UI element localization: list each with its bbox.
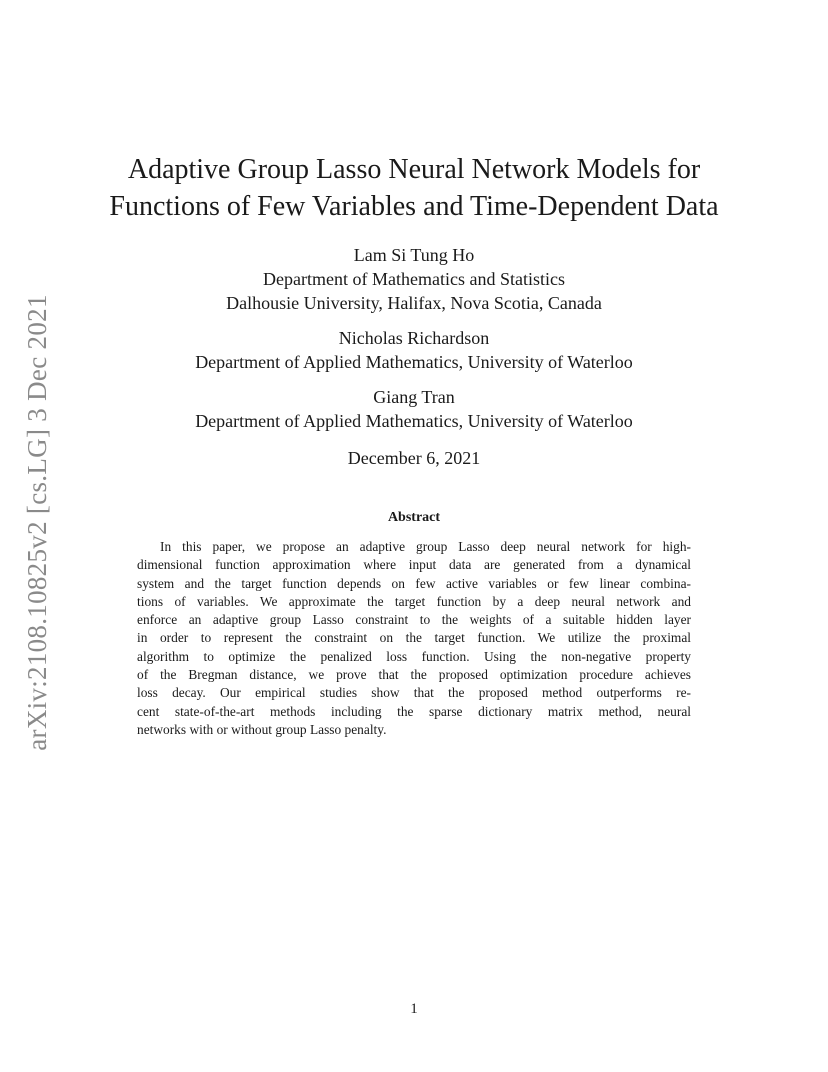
paper-title [60, 151, 768, 225]
arxiv-stamp [19, 292, 55, 752]
abstract-line: cent state-of-the-art methods including the sparse dictionary matrix method, neural [137, 703, 691, 719]
abstract-line: enforce an adaptive group Lasso constraint to the weights of a suitable hidden layer [137, 612, 691, 628]
abstract-line: system and the target function depends on few active variables or few linear combina- [137, 575, 691, 591]
title-line: Functions of Few Variables and Time-Dependent Data [109, 191, 719, 222]
arxiv-identifier: arXiv:2108.10825v2 [cs.LG] 3 Dec 2021 [21, 293, 52, 751]
title-line: Adaptive Group Lasso Neural Network Models for [127, 154, 701, 185]
author-affiliation: Department of Applied Mathematics, University of Waterloo [195, 411, 633, 431]
author-affiliation: Department of Mathematics and Statistics [263, 269, 565, 289]
abstract-line: In this paper, we propose an adaptive group Lasso deep neural network for high- [160, 539, 691, 554]
paper-date-block [60, 446, 768, 470]
author-name: Nicholas Richardson [338, 328, 490, 348]
author-block-1 [60, 243, 768, 315]
author-block-2 [60, 326, 768, 374]
author-name: Giang Tran [373, 387, 455, 407]
abstract-line: in order to represent the constraint on the target function. We utilize the proximal [137, 630, 691, 646]
abstract-body [137, 538, 691, 739]
author-affiliation: Dalhousie University, Halifax, Nova Scotia, Canada [226, 293, 602, 313]
author-name: Lam Si Tung Ho [353, 245, 475, 265]
page-number: 1 [410, 1001, 418, 1017]
abstract-line: algorithm to optimize the penalized loss function. Using the non-negative property [137, 648, 691, 664]
abstract-line: tions of variables. We approximate the target function by a deep neural network and [137, 593, 691, 609]
author-affiliation: Department of Applied Mathematics, University of Waterloo [195, 352, 633, 372]
abstract-line: dimensional function approximation where input data are generated from a dynamical [137, 557, 691, 573]
abstract-line: of the Bregman distance, we prove that the proposed optimization procedure achieves [137, 667, 691, 683]
author-block-3 [60, 385, 768, 433]
paper-date: December 6, 2021 [347, 448, 481, 468]
abstract-heading: Abstract [387, 510, 441, 525]
abstract-line: loss decay. Our empirical studies show that the proposed method outperforms re- [137, 685, 691, 701]
abstract-line: networks with or without group Lasso penalty. [137, 721, 387, 737]
